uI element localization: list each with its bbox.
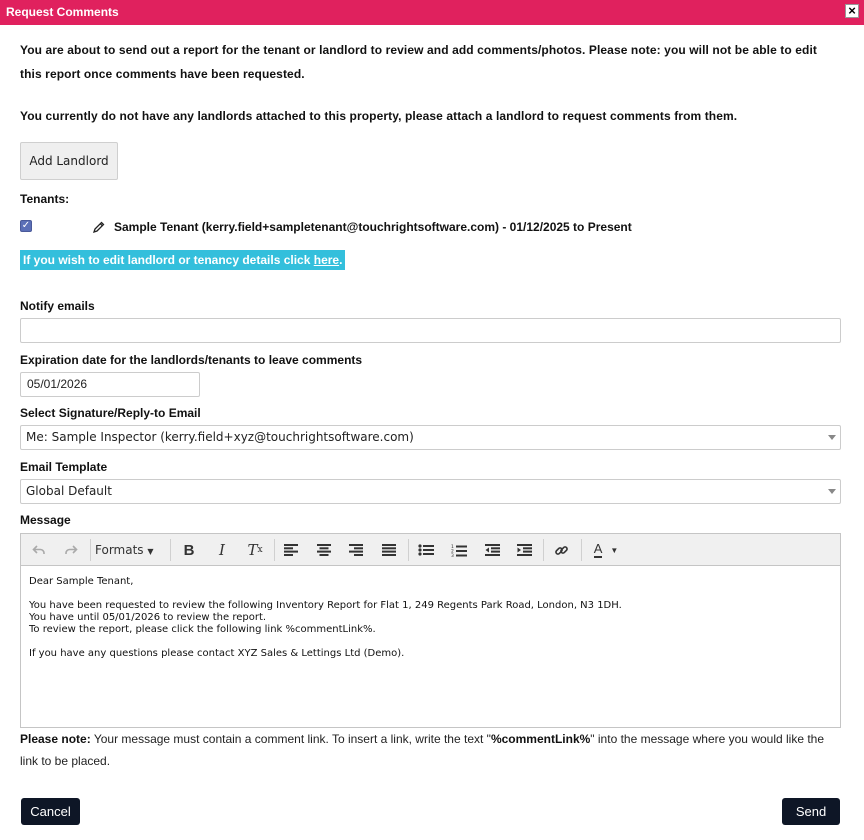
info-banner (20, 250, 345, 270)
signature-selected: Me: Sample Inspector (kerry.field+xyz@touchrightsoftware.com) (26, 430, 414, 444)
toolbar-divider (408, 539, 409, 561)
message-note (20, 728, 842, 772)
outdent-icon[interactable] (479, 538, 505, 562)
toolbar-divider (90, 539, 91, 561)
message-line: To review the report, please click the following link %commentLink%. (29, 624, 376, 635)
intro-text: You are about to send out a report for the tenant or landlord to review and add comments/photos. Please note: you will not be able to edit this report once comments have been requested. (20, 43, 817, 81)
signature-label: Select Signature/Reply-to Email (20, 406, 201, 420)
formats-dropdown[interactable] (95, 538, 154, 562)
notify-emails-label: Notify emails (20, 299, 95, 313)
align-left-icon[interactable] (278, 538, 304, 562)
formats-label: Formats (95, 543, 144, 557)
toolbar-divider (543, 539, 544, 561)
toolbar-divider (170, 539, 171, 561)
dialog-title: Request Comments (6, 5, 119, 19)
close-icon[interactable]: × (845, 4, 859, 18)
align-center-icon[interactable] (311, 538, 337, 562)
email-template-selected: Global Default (26, 484, 112, 498)
notify-emails-input[interactable] (20, 318, 841, 343)
message-greeting: Dear Sample Tenant, (29, 576, 134, 587)
pencil-icon[interactable] (92, 220, 106, 234)
signature-select[interactable] (20, 425, 841, 450)
message-line: If you have any questions please contact XYZ Sales & Lettings Ltd (Demo). (29, 648, 405, 659)
info-banner-text: If you wish to edit landlord or tenancy details click (23, 253, 314, 267)
chevron-down-icon (828, 489, 836, 494)
redo-icon[interactable] (58, 538, 84, 562)
expiration-label: Expiration date for the landlords/tenants to leave comments (20, 353, 363, 367)
expiration-date-input[interactable]: 05/01/2026 (20, 372, 200, 397)
note-text: Your message must contain a comment link. To insert a link, write the text " (90, 732, 491, 746)
dialog-titlebar (0, 0, 864, 25)
numbered-list-icon[interactable] (446, 538, 472, 562)
tenant-row (20, 220, 842, 236)
undo-icon[interactable] (26, 538, 52, 562)
editor-toolbar (21, 534, 840, 566)
info-banner-suffix: . (339, 253, 343, 267)
caret-down-icon: ▼ (147, 547, 154, 556)
send-button[interactable]: Send (782, 798, 840, 825)
align-right-icon[interactable] (343, 538, 369, 562)
email-template-label: Email Template (20, 460, 108, 474)
tenants-label: Tenants: (20, 192, 70, 206)
link-icon[interactable] (548, 538, 574, 562)
no-landlord-text: You currently do not have any landlords attached to this property, please attach a landlord to request comments from them. (20, 109, 738, 123)
chevron-down-icon (828, 435, 836, 440)
tenant-text: Sample Tenant (kerry.field+sampletenant@touchrightsoftware.com) - 01/12/2025 to Present (114, 220, 632, 234)
message-editor[interactable] (20, 533, 841, 728)
indent-icon[interactable] (511, 538, 537, 562)
bold-icon[interactable]: B (183, 541, 195, 559)
message-line: You have until 05/01/2026 to review the report. (29, 612, 267, 623)
toolbar-divider (274, 539, 275, 561)
text-color-icon[interactable]: A ▼ (593, 541, 619, 556)
note-code: %commentLink% (490, 732, 591, 746)
message-line: You have been requested to review the following Inventory Report for Flat 1, 249 Regents Park Road, London, N3 1DH. (29, 600, 622, 611)
email-template-select[interactable] (20, 479, 841, 504)
cancel-button[interactable]: Cancel (21, 798, 80, 825)
clear-format-icon[interactable]: T x (247, 541, 263, 559)
note-bold: Please note: (20, 732, 91, 746)
edit-details-link[interactable]: here (313, 253, 340, 267)
svg-text:1: 1 (451, 544, 454, 550)
message-label: Message (20, 513, 71, 527)
bullet-list-icon[interactable] (413, 538, 439, 562)
message-body[interactable] (29, 576, 829, 660)
italic-icon[interactable]: I (219, 541, 225, 559)
align-justify-icon[interactable] (376, 538, 402, 562)
add-landlord-button[interactable]: Add Landlord (20, 142, 118, 180)
toolbar-divider (581, 539, 582, 561)
svg-text:2: 2 (451, 549, 454, 554)
svg-text:3: 3 (451, 553, 454, 557)
note-text-end: " into the message where you would like the link to be placed. (20, 732, 825, 768)
tenant-checkbox[interactable]: ✓ (21, 220, 31, 231)
